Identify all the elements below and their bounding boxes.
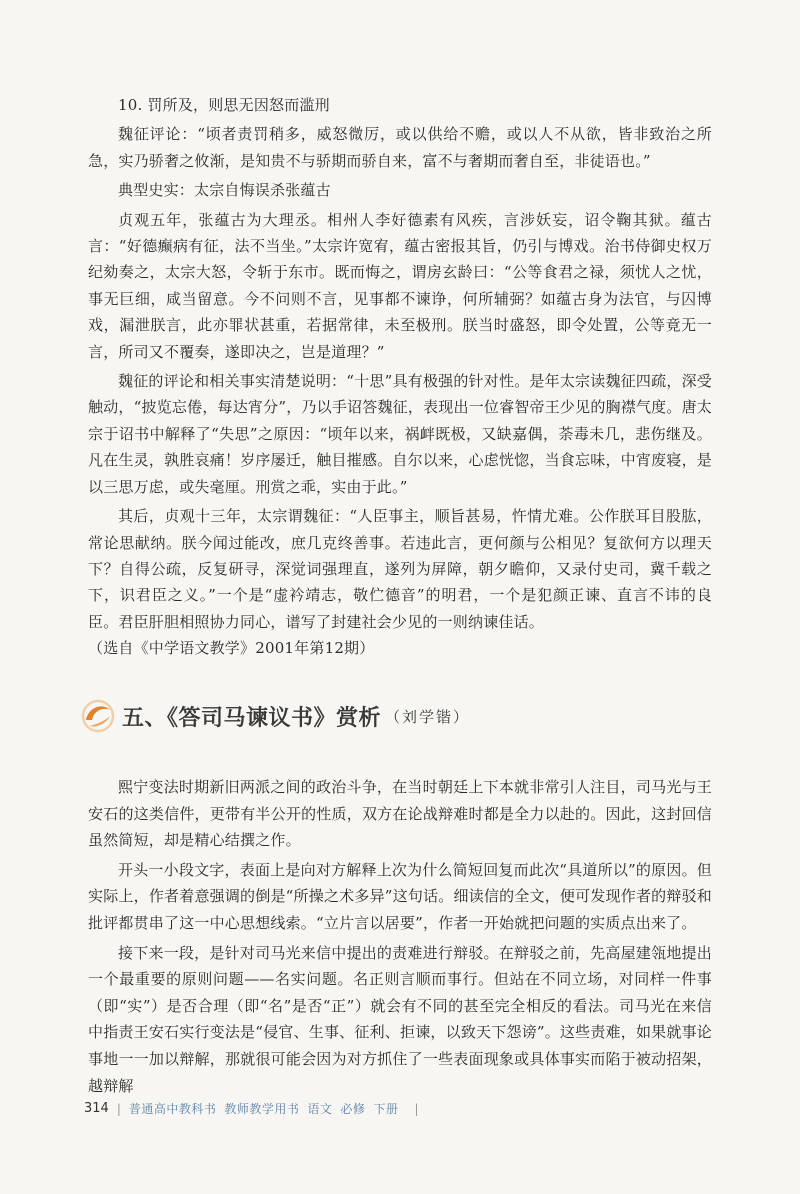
section-one	[88, 92, 712, 662]
module: 必修	[340, 1102, 366, 1116]
paragraph-2: 开头一小段文字，表面上是向对方解释上次为什么简短回复而此次“具道所以”的原因。但实际上，作者着意强调的倒是“所操之术多异”这句话。细读信的全文，便可发现作者的辩驳和批评都贯串了这一中心思想线索。“立片言以居要”，作者一开始就把问题的实质点出来了。	[88, 860, 712, 932]
example-text: 贞观五年，张蕴古为大理丞。相州人李好德素有风疾，言涉妖妄，诏令鞠其狱。蕴古言：“好德癫病有征，法不当坐。”太宗许宽宥，蕴古密报其旨，仍引与博戏。治书侍御史权万纪劾奏之，太宗大怒，令斩于东市。既而悔之，谓房玄龄曰：“公等食君之禄，须忧人之忧，事无巨细，咸当留意。今不问则不言，见事都不谏诤，何所辅弼？如蕴古身为法官，与囚博戏，漏泄朕言，此亦罪状甚重，若据常律，未至极刑。朕当时盛怒，即令处置，公等竟无一言，所司又不覆奏，遂即决之，岂是道理？”	[88, 210, 712, 361]
section-author: （刘学锴）	[385, 707, 471, 726]
book-info	[129, 1100, 407, 1117]
volume: 下册	[373, 1102, 399, 1116]
analysis-paragraph: 魏征的评论和相关事实清楚说明：“十思”具有极强的针对性。是年太宗读魏征四疏，深受触动，“披览忘倦，每达宵分”，乃以手诏答魏征，表现出一位睿智帝王少见的胸襟气度。唐太宗于诏书中解释了“失思”之原因：“顷年以来，祸衅既极，又缺嘉偶，荼毒未几，悲伤继及。凡在生灵，孰胜哀痛！岁序屡迁，触目摧感。自尔以来，心虑恍惚，当食忘味，中宵废寝，是以三思万虑，或失毫厘。刑赏之乖，实由于此。”	[88, 372, 712, 496]
paragraph-3: 接下来一段，是针对司马光来信中提出的责难进行辩驳。在辩驳之前，先高屋建瓴地提出一个最重要的原则问题——名实问题。名正则言顺而事行。但站在不同立场，对同样一件事（即“实”）是否合理（即“名”是否“正”）就会有不同的甚至完全相反的看法。司马光在来信中指责王安石实行变法是“侵官、生事、征利、拒谏，以致天下怨谤”。这些责难，如果就事论事地一一加以辩解，那就很可能会因为对方抓住了一些表面现象或具体事实而陷于被动招架，越辩解	[88, 943, 712, 1095]
subject: 语文	[307, 1102, 333, 1116]
footer-divider: |	[116, 1101, 121, 1116]
paragraph-1: 熙宁变法时期新旧两派之间的政治斗争，在当时朝廷上下本就非常引人注目，司马光与王安石的这类信件，更带有半公开的性质，双方在论战辩难时都是全力以赴的。因此，这封回信虽然简短，却是精心结撰之作。	[88, 778, 712, 850]
footer-divider-end: |	[414, 1101, 419, 1116]
source-citation: （选自《中学语文教学》2001年第12期）	[88, 639, 375, 658]
page-number: 314	[84, 1101, 109, 1116]
book-title: 普通高中教科书	[128, 1102, 217, 1116]
wei-zheng-comment: 魏征评论：“顷者责罚稍多，威怒微厉，或以供给不赡，或以人不从欲，皆非致治之所急，实乃骄奢之攸渐，是知贵不与骄期而骄自来，富不与奢期而奢自至，非徒语也。”	[88, 125, 712, 170]
section-title-text: 五、《答司马谏议书》赏析	[122, 705, 382, 731]
page-footer	[84, 1100, 419, 1117]
item-heading: 10. 罚所及，则思无因怒而滥刑	[118, 96, 330, 114]
section-two-body	[88, 774, 712, 1099]
book-type: 教师教学用书	[224, 1102, 300, 1116]
section-two-title	[80, 698, 470, 734]
swirl-icon	[80, 698, 116, 734]
later-paragraph: 其后，贞观十三年，太宗谓魏征：“人臣事主，顺旨甚易，忤情尤难。公作朕耳目股肱，常论思献纳。朕今闻过能改，庶几克终善事。若违此言，更何颜与公相见？复欲何方以理天下？自得公疏，反复研寻，深觉词强理直，遂列为屏障，朝夕瞻仰，又录付史司，冀千载之下，识君臣之义。”一个是“虚衿靖志，敬伫德音”的明君，一个是犯颜正谏、直言不讳的良臣。君臣肝胆相照协力同心，谱写了封建社会少见的一则纳谏佳话。	[88, 507, 712, 631]
example-title: 典型史实：太宗自悔误杀张蕴古	[118, 181, 331, 200]
